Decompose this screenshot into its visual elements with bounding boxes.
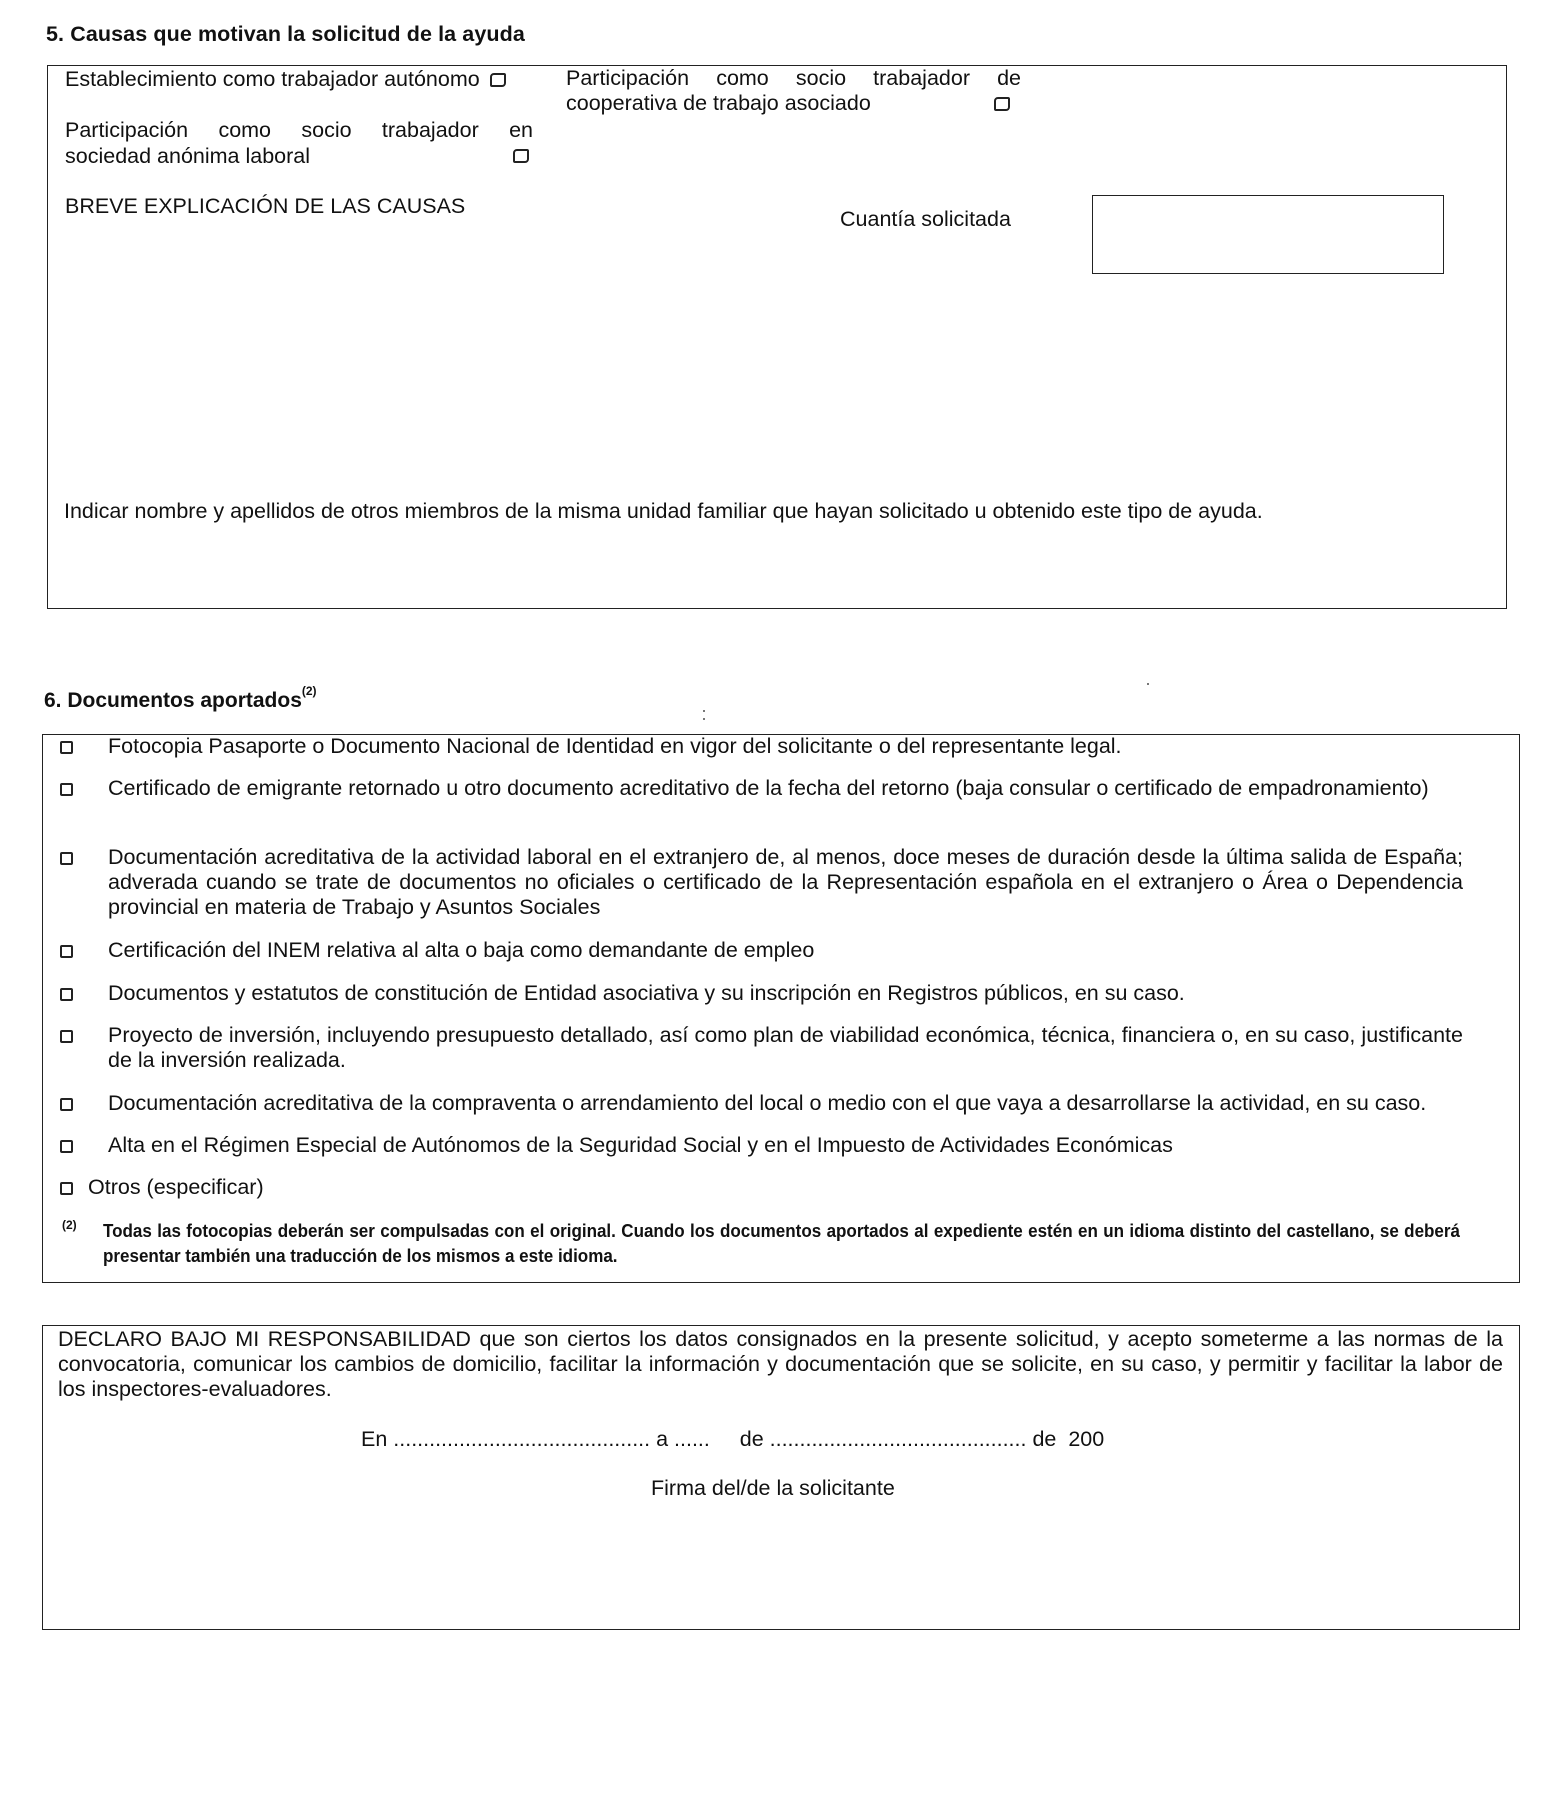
document-item-label: Alta en el Régimen Especial de Autónomos de la Seguridad Social y en el Impuesto de Actividades Económicas — [108, 1133, 1173, 1157]
document-item-label: Documentos y estatutos de constitución de Entidad asociativa y su inscripción en Registros públicos, en su caso. — [108, 981, 1185, 1005]
option-sal-line2: sociedad anónima laboral — [65, 144, 311, 168]
document-item-label: Fotocopia Pasaporte o Documento Nacional de Identidad en vigor del solicitante o del representante legal. — [108, 734, 1122, 758]
option-autonomo[interactable] — [65, 67, 506, 92]
section-5-title: 5. Causas que motivan la solicitud de la ayuda — [46, 22, 525, 46]
declaration-text: DECLARO BAJO MI RESPONSABILIDAD que son ciertos los datos consignados en la presente solicitud, y acepto someterme a las normas de la convocatoria, comunicar los cambios de domicilio, facilitar la información y documentación que se solicite, en su caso, y permitir y facilitar la labor de los inspectores-evaluadores. — [58, 1327, 1503, 1401]
explanation-label: BREVE EXPLICACIÓN DE LAS CAUSAS — [65, 194, 466, 218]
checkbox-icon[interactable] — [60, 1098, 73, 1111]
document-item-label: Proyecto de inversión, incluyendo presupuesto detallado, así como plan de viabilidad económica, técnica, financiera o, en su caso, justificante de la inversión realizada. — [108, 1023, 1463, 1072]
checkbox-icon[interactable] — [513, 149, 529, 163]
option-autonomo-label: Establecimiento como trabajador autónomo — [65, 67, 480, 91]
footnote-mark: (2) — [301, 684, 317, 698]
checkbox-icon[interactable] — [60, 852, 73, 865]
option-coop-line1: Participación como socio trabajador de — [566, 66, 1021, 90]
checkbox-icon[interactable] — [490, 73, 506, 87]
quantity-label: Cuantía solicitada — [840, 207, 1011, 231]
checkbox-icon[interactable] — [60, 1030, 73, 1043]
section-6-box — [42, 734, 1520, 1283]
document-item-label: Documentación acreditativa de la compraventa o arrendamiento del local o medio con el que vaya a desarrollarse la actividad, en su caso. — [108, 1091, 1427, 1115]
document-item-label: Documentación acreditativa de la actividad laboral en el extranjero de, al menos, doce meses de duración desde la última salida de España; adverada cuando se trate de documentos no oficiales o certificado de la Representación española en el extranjero o Área o Dependencia provincial en materia de Trabajo y Asuntos Sociales — [108, 845, 1463, 919]
checkbox-icon[interactable] — [60, 988, 73, 1001]
family-members-label: Indicar nombre y apellidos de otros miembros de la misma unidad familiar que hayan solicitado u obtenido este tipo de ayuda. — [64, 499, 1263, 523]
other-label: Otros (especificar) — [88, 1175, 264, 1199]
checkbox-icon[interactable] — [60, 1140, 73, 1153]
section-6-title-text: 6. Documentos aportados — [44, 689, 302, 712]
checkbox-icon[interactable] — [60, 945, 73, 958]
section-6-title — [44, 684, 317, 713]
signature-label: Firma del/de la solicitante — [651, 1476, 895, 1500]
checkbox-icon[interactable] — [60, 1182, 73, 1195]
checkbox-icon[interactable] — [60, 783, 73, 796]
option-coop-line2: cooperativa de trabajo asociado — [566, 91, 871, 115]
checkbox-icon[interactable] — [994, 97, 1010, 111]
date-place-line[interactable]: En ........................................... a ...... de ........................................... de 200 — [361, 1427, 1105, 1451]
document-item-label: Certificado de emigrante retornado u otro documento acreditativo de la fecha del retorno (baja consular o certificado de empadronamiento) — [108, 776, 1429, 800]
checkbox-icon[interactable] — [60, 741, 73, 754]
footnote-text: Todas las fotocopias deberán ser compulsadas con el original. Cuando los documentos aportados al expediente estén en un idioma distinto del castellano, se deberá presentar también una traducción de los mismos a este idioma. — [103, 1220, 1460, 1266]
option-sal-line1: Participación como socio trabajador en — [65, 118, 533, 142]
document-item-label: Certificación del INEM relativa al alta o baja como demandante de empleo — [108, 938, 815, 962]
quantity-field[interactable] — [1092, 195, 1444, 274]
footnote-mark: (2) — [62, 1218, 77, 1232]
